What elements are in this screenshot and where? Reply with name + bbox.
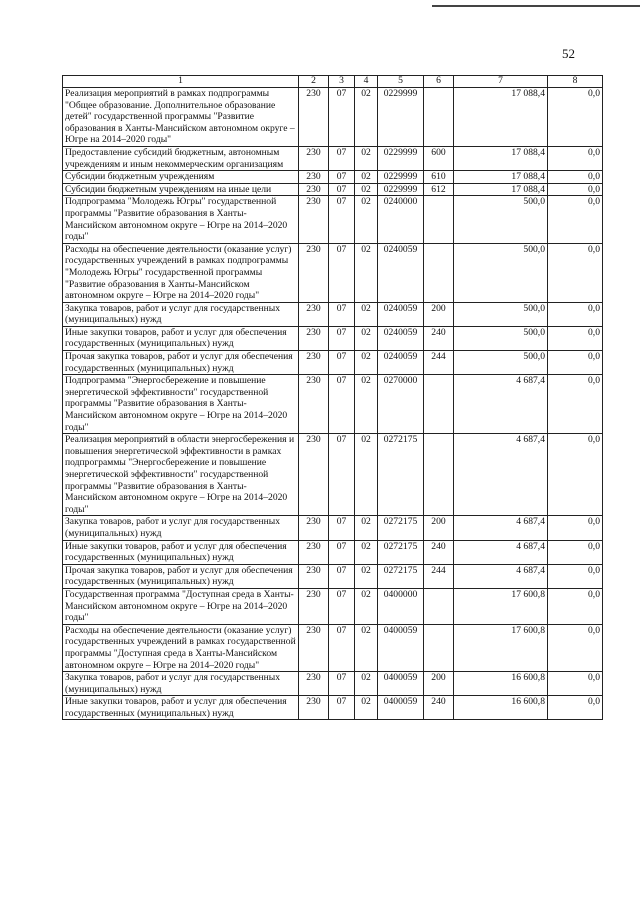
- cell-target-article: 0240059: [378, 243, 424, 302]
- cell-target-article: 0240059: [378, 351, 424, 375]
- cell-subsection: 02: [355, 434, 378, 516]
- cell-amount-2: 0,0: [548, 434, 603, 516]
- col-header: 6: [424, 76, 454, 88]
- col-header: 7: [454, 76, 548, 88]
- cell-section: 07: [329, 434, 355, 516]
- table-body: [63, 88, 603, 720]
- cell-expense-type: 244: [424, 351, 454, 375]
- cell-section: 07: [329, 171, 355, 184]
- cell-target-article: 0272175: [378, 564, 424, 588]
- col-header: 5: [378, 76, 424, 88]
- cell-section: 07: [329, 516, 355, 540]
- cell-subsection: 02: [355, 183, 378, 196]
- page-number: 52: [562, 46, 575, 61]
- cell-admin-code: 230: [299, 351, 329, 375]
- cell-target-article: 0272175: [378, 434, 424, 516]
- cell-admin-code: 230: [299, 540, 329, 564]
- cell-name: Субсидии бюджетным учреждениям: [63, 171, 299, 184]
- cell-amount-2: 0,0: [548, 146, 603, 170]
- cell-expense-type: [424, 375, 454, 434]
- cell-admin-code: 230: [299, 146, 329, 170]
- cell-expense-type: [424, 624, 454, 671]
- cell-name: Подпрограмма "Энергосбережение и повышение энергетической эффективности" государственной программы "Развитие образования в Ханты-Мансийском автономном округе – Югре на 2014–2020 годы": [63, 375, 299, 434]
- cell-section: 07: [329, 88, 355, 147]
- cell-admin-code: 230: [299, 326, 329, 350]
- cell-amount: 4 687,4: [454, 434, 548, 516]
- cell-admin-code: 230: [299, 88, 329, 147]
- cell-section: 07: [329, 672, 355, 696]
- cell-name: Закупка товаров, работ и услуг для государственных (муниципальных) нужд: [63, 516, 299, 540]
- cell-expense-type: 200: [424, 302, 454, 326]
- cell-amount-2: 0,0: [548, 183, 603, 196]
- cell-expense-type: 240: [424, 696, 454, 720]
- cell-section: 07: [329, 624, 355, 671]
- cell-amount-2: 0,0: [548, 540, 603, 564]
- cell-target-article: 0240059: [378, 326, 424, 350]
- cell-subsection: 02: [355, 146, 378, 170]
- cell-amount-2: 0,0: [548, 624, 603, 671]
- cell-target-article: 0400059: [378, 672, 424, 696]
- cell-amount-2: 0,0: [548, 351, 603, 375]
- cell-amount: 17 088,4: [454, 146, 548, 170]
- cell-amount: 500,0: [454, 243, 548, 302]
- cell-amount: 16 600,8: [454, 672, 548, 696]
- cell-subsection: 02: [355, 302, 378, 326]
- cell-expense-type: 200: [424, 672, 454, 696]
- cell-admin-code: 230: [299, 588, 329, 624]
- cell-subsection: 02: [355, 696, 378, 720]
- cell-target-article: 0240000: [378, 196, 424, 243]
- cell-amount-2: 0,0: [548, 375, 603, 434]
- cell-expense-type: [424, 88, 454, 147]
- table-row: [63, 375, 603, 434]
- cell-name: Иные закупки товаров, работ и услуг для обеспечения государственных (муниципальных) нужд: [63, 696, 299, 720]
- table-row: [63, 171, 603, 184]
- cell-amount: 500,0: [454, 351, 548, 375]
- table-row: [63, 434, 603, 516]
- cell-subsection: 02: [355, 672, 378, 696]
- cell-amount: 500,0: [454, 326, 548, 350]
- cell-section: 07: [329, 588, 355, 624]
- table-row: [63, 243, 603, 302]
- cell-amount-2: 0,0: [548, 672, 603, 696]
- cell-expense-type: [424, 588, 454, 624]
- cell-amount: 17 088,4: [454, 183, 548, 196]
- cell-target-article: 0400059: [378, 696, 424, 720]
- col-header: 1: [63, 76, 299, 88]
- col-header: 8: [548, 76, 603, 88]
- cell-name: Расходы на обеспечение деятельности (оказание услуг) государственных учреждений в рамках подпрограммы "Молодежь Югры" государственной программы "Развитие образования в Ханты-Мансийском автономном округе – Югре на 2014–2020 годы": [63, 243, 299, 302]
- cell-expense-type: 240: [424, 540, 454, 564]
- cell-admin-code: 230: [299, 302, 329, 326]
- cell-amount-2: 0,0: [548, 696, 603, 720]
- table-row: [63, 540, 603, 564]
- cell-subsection: 02: [355, 375, 378, 434]
- cell-expense-type: 600: [424, 146, 454, 170]
- cell-target-article: 0272175: [378, 540, 424, 564]
- cell-amount-2: 0,0: [548, 88, 603, 147]
- cell-section: 07: [329, 375, 355, 434]
- cell-admin-code: 230: [299, 183, 329, 196]
- cell-subsection: 02: [355, 588, 378, 624]
- cell-amount-2: 0,0: [548, 171, 603, 184]
- cell-name: Подпрограмма "Молодежь Югры" государственной программы "Развитие образования в Ханты-Мансийском автономном округе – Югре на 2014–2020 годы": [63, 196, 299, 243]
- cell-admin-code: 230: [299, 434, 329, 516]
- cell-amount: 500,0: [454, 196, 548, 243]
- cell-name: Закупка товаров, работ и услуг для государственных (муниципальных) нужд: [63, 672, 299, 696]
- table-row: [63, 183, 603, 196]
- cell-section: 07: [329, 196, 355, 243]
- cell-amount-2: 0,0: [548, 302, 603, 326]
- cell-admin-code: 230: [299, 196, 329, 243]
- cell-amount: 16 600,8: [454, 696, 548, 720]
- cell-subsection: 02: [355, 516, 378, 540]
- cell-admin-code: 230: [299, 243, 329, 302]
- table-header: [63, 76, 603, 88]
- cell-subsection: 02: [355, 624, 378, 671]
- cell-target-article: 0229999: [378, 146, 424, 170]
- cell-admin-code: 230: [299, 624, 329, 671]
- cell-subsection: 02: [355, 351, 378, 375]
- cell-amount: 500,0: [454, 302, 548, 326]
- cell-amount-2: 0,0: [548, 516, 603, 540]
- cell-amount: 4 687,4: [454, 540, 548, 564]
- cell-name: Иные закупки товаров, работ и услуг для обеспечения государственных (муниципальных) нужд: [63, 540, 299, 564]
- cell-name: Расходы на обеспечение деятельности (оказание услуг) государственных учреждений в рамках государственной программы "Доступная среда в Ханты-Мансийском автономном округе – Югре на 2014–2020 годы": [63, 624, 299, 671]
- cell-target-article: 0229999: [378, 183, 424, 196]
- table-row: [63, 326, 603, 350]
- cell-amount-2: 0,0: [548, 564, 603, 588]
- cell-expense-type: [424, 243, 454, 302]
- cell-target-article: 0229999: [378, 171, 424, 184]
- table-row: [63, 88, 603, 147]
- budget-table: [62, 75, 603, 720]
- cell-section: 07: [329, 326, 355, 350]
- cell-admin-code: 230: [299, 375, 329, 434]
- table-row: [63, 351, 603, 375]
- cell-expense-type: [424, 196, 454, 243]
- cell-expense-type: [424, 434, 454, 516]
- table-row: [63, 672, 603, 696]
- col-header: 2: [299, 76, 329, 88]
- cell-name: Прочая закупка товаров, работ и услуг для обеспечения государственных (муниципальных) нужд: [63, 351, 299, 375]
- table-row: [63, 624, 603, 671]
- cell-amount: 4 687,4: [454, 564, 548, 588]
- cell-amount-2: 0,0: [548, 588, 603, 624]
- cell-target-article: 0400000: [378, 588, 424, 624]
- cell-amount: 17 600,8: [454, 588, 548, 624]
- cell-target-article: 0272175: [378, 516, 424, 540]
- cell-subsection: 02: [355, 326, 378, 350]
- cell-admin-code: 230: [299, 672, 329, 696]
- cell-section: 07: [329, 564, 355, 588]
- cell-subsection: 02: [355, 196, 378, 243]
- cell-expense-type: 612: [424, 183, 454, 196]
- cell-subsection: 02: [355, 171, 378, 184]
- cell-amount: 4 687,4: [454, 375, 548, 434]
- header-row: [63, 76, 603, 88]
- cell-target-article: 0229999: [378, 88, 424, 147]
- cell-name: Закупка товаров, работ и услуг для государственных (муниципальных) нужд: [63, 302, 299, 326]
- cell-section: 07: [329, 146, 355, 170]
- table-row: [63, 696, 603, 720]
- cell-name: Предоставление субсидий бюджетным, автономным учреждениям и иным некоммерческим организациям: [63, 146, 299, 170]
- cell-expense-type: 240: [424, 326, 454, 350]
- cell-admin-code: 230: [299, 516, 329, 540]
- cell-name: Государственная программа "Доступная среда в Ханты-Мансийском автономном округе – Югре на 2014–2020 годы": [63, 588, 299, 624]
- col-header: 4: [355, 76, 378, 88]
- cell-name: Субсидии бюджетным учреждениям на иные цели: [63, 183, 299, 196]
- table-row: [63, 564, 603, 588]
- cell-amount-2: 0,0: [548, 243, 603, 302]
- cell-name: Прочая закупка товаров, работ и услуг для обеспечения государственных (муниципальных) нужд: [63, 564, 299, 588]
- table-row: [63, 302, 603, 326]
- cell-amount: 17 088,4: [454, 171, 548, 184]
- cell-admin-code: 230: [299, 696, 329, 720]
- cell-section: 07: [329, 183, 355, 196]
- cell-name: Иные закупки товаров, работ и услуг для обеспечения государственных (муниципальных) нужд: [63, 326, 299, 350]
- table-row: [63, 146, 603, 170]
- cell-expense-type: 200: [424, 516, 454, 540]
- cell-target-article: 0240059: [378, 302, 424, 326]
- table-row: [63, 516, 603, 540]
- cell-name: Реализация мероприятий в рамках подпрограммы "Общее образование. Дополнительное образование детей" государственной программы "Развитие образования в Ханты-Мансийском автономном округе – Югре на 2014–2020 годы": [63, 88, 299, 147]
- cell-subsection: 02: [355, 540, 378, 564]
- cell-admin-code: 230: [299, 564, 329, 588]
- cell-section: 07: [329, 696, 355, 720]
- cell-amount-2: 0,0: [548, 326, 603, 350]
- cell-subsection: 02: [355, 243, 378, 302]
- cell-name: Реализация мероприятий в области энергосбережения и повышения энергетической эффективности в рамках подпрограммы "Энергосбережение и повышение энергетической эффективности" государственной программы "Развитие образования в Ханты-Мансийском автономном округе – Югре на 2014–2020 годы": [63, 434, 299, 516]
- cell-target-article: 0270000: [378, 375, 424, 434]
- cell-amount-2: 0,0: [548, 196, 603, 243]
- cell-expense-type: 610: [424, 171, 454, 184]
- table-row: [63, 196, 603, 243]
- cell-subsection: 02: [355, 564, 378, 588]
- cell-expense-type: 244: [424, 564, 454, 588]
- cell-section: 07: [329, 540, 355, 564]
- cell-section: 07: [329, 302, 355, 326]
- cell-amount: 4 687,4: [454, 516, 548, 540]
- top-rule: [432, 5, 640, 7]
- cell-section: 07: [329, 243, 355, 302]
- cell-amount: 17 600,8: [454, 624, 548, 671]
- cell-section: 07: [329, 351, 355, 375]
- cell-subsection: 02: [355, 88, 378, 147]
- cell-amount: 17 088,4: [454, 88, 548, 147]
- cell-target-article: 0400059: [378, 624, 424, 671]
- table-row: [63, 588, 603, 624]
- col-header: 3: [329, 76, 355, 88]
- cell-admin-code: 230: [299, 171, 329, 184]
